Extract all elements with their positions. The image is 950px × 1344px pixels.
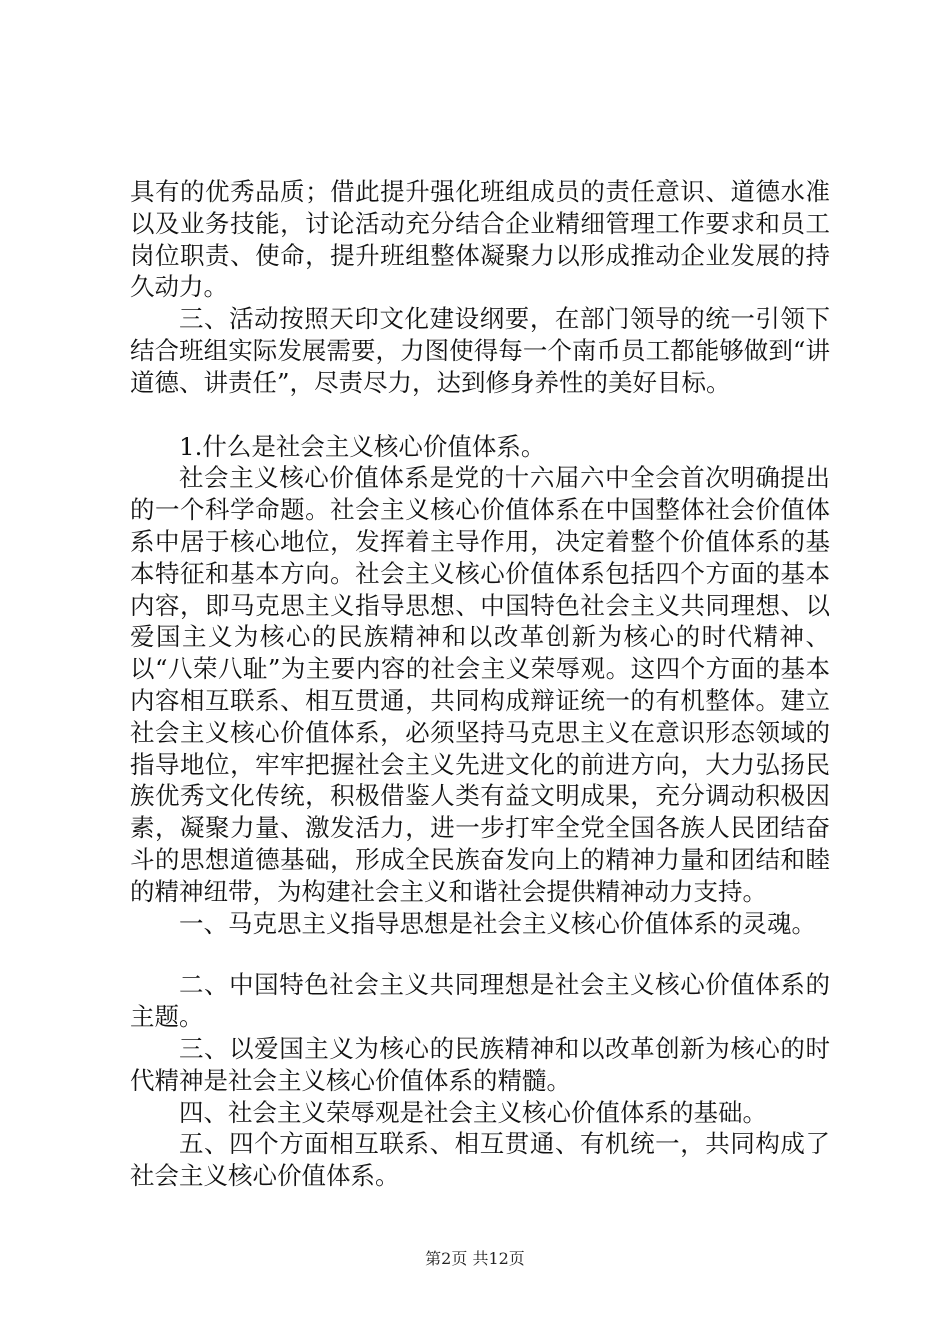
list-item-2: 二、中国特色社会主义共同理想是社会主义核心价值体系的主题。 [130,970,830,1032]
page-number-footer: 第2页 共12页 [425,1249,525,1268]
document-body [130,176,830,1192]
list-item-5: 五、四个方面相互联系、相互贯通、有机统一，共同构成了社会主义核心价值体系。 [130,1129,830,1191]
paragraph-continuation: 具有的优秀品质；借此提升强化班组成员的责任意识、道德水准以及业务技能，讨论活动充分结合企业精细管理工作要求和员工岗位职责、使命，提升班组整体凝聚力以形成推动企业发展的持久动力。 [130,177,830,302]
list-item-4: 四、社会主义荣辱观是社会主义核心价值体系的基础。 [179,1097,767,1127]
section-heading: 1.什么是社会主义核心价值体系。 [179,431,546,461]
paragraph-spacer [130,399,830,431]
paragraph-spacer [130,939,830,969]
list-item-1: 一、马克思主义指导思想是社会主义核心价值体系的灵魂。 [179,908,816,938]
paragraph-definition: 社会主义核心价值体系是党的十六届六中全会首次明确提出的一个科学命题。社会主义核心价值体系在中国整体社会价值体系中居于核心地位，发挥着主导作用，决定着整个价值体系的基本特征和基本方向。社会主义核心价值体系包括四个方面的基本内容，即马克思主义指导思想、中国特色社会主义共同理想、以爱国主义为核心的民族精神和以改革创新为核心的时代精神、以“八荣八耻”为主要内容的社会主义荣辱观。这四个方面的基本内容相互联系、相互贯通，共同构成辩证统一的有机整体。建立社会主义核心价值体系，必须坚持马克思主义在意识形态领域的指导地位，牢牢把握社会主义先进文化的前进方向，大力弘扬民族优秀文化传统，积极借鉴人类有益文明成果，充分调动积极因素，凝聚力量、激发活力，进一步打牢全党全国各族人民团结奋斗的思想道德基础，形成全民族奋发向上的精神力量和团结和睦的精神纽带，为构建社会主义和谐社会提供精神动力支持。 [130,463,830,906]
list-item-3: 三、以爱国主义为核心的民族精神和以改革创新为核心的时代精神是社会主义核心价值体系的精髓。 [130,1033,830,1095]
paragraph-activity-item-3: 三、活动按照天印文化建设纲要，在部门领导的统一引领下结合班组实际发展需要，力图使得每一个南币员工都能够做到“讲道德、讲责任”，尽责尽力，达到修身养性的美好目标。 [130,304,830,397]
